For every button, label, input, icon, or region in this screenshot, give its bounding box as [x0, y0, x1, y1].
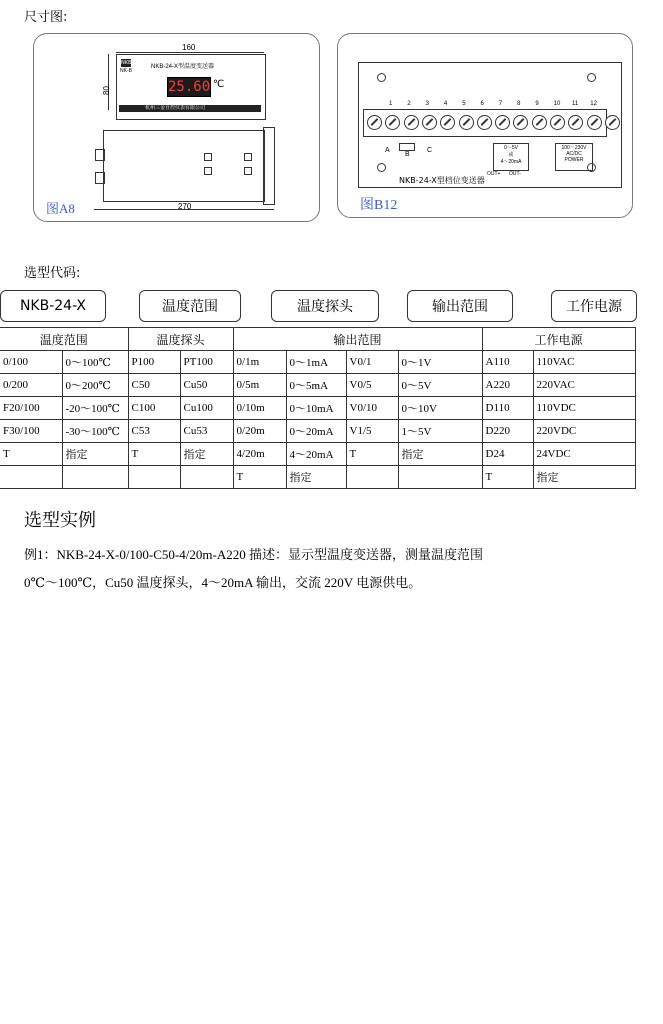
table-cell: 24VDC: [533, 443, 635, 466]
table-cell: 0～1mA: [286, 351, 346, 374]
table-cell: [398, 466, 482, 489]
sensor-symbol: [399, 143, 415, 151]
header-probe: 温度探头: [128, 328, 233, 351]
table-row: [0, 351, 635, 374]
table-cell: T: [128, 443, 180, 466]
terminal-screw-icon: [404, 115, 419, 130]
power-note-3: POWER: [564, 157, 584, 163]
table-cell: 0/200: [0, 374, 62, 397]
table-cell: 指定: [286, 466, 346, 489]
example-line-1: 例1：NKB-24-X-0/100-C50-4/20m-A220 描述：显示型温度变送器，测量温度范围: [24, 547, 483, 562]
table-cell: 0～10V: [398, 397, 482, 420]
table-cell: 220VDC: [533, 420, 635, 443]
label-a: A: [385, 147, 390, 154]
output-note-box: [493, 143, 529, 171]
example-line-2: 0℃～100℃，Cu50 温度探头，4～20mA 输出，交流 220V 电源供电。: [24, 575, 422, 590]
table-cell: 0/5m: [233, 374, 286, 397]
label-c: C: [427, 147, 433, 154]
table-cell: 指定: [533, 466, 635, 489]
terminal-number: 3: [425, 101, 429, 107]
header-temp-range: 温度范围: [0, 328, 128, 351]
code-box-temp-range: 温度范围: [139, 290, 241, 322]
out-minus-label: OUT-: [509, 171, 521, 177]
out-plus-label: OUT+: [487, 171, 501, 177]
table-cell: 4/20m: [233, 443, 286, 466]
table-cell: 0～1V: [398, 351, 482, 374]
rear-connector: [95, 172, 105, 184]
table-cell: C100: [128, 397, 180, 420]
table-cell: T: [0, 443, 62, 466]
table-cell: [0, 466, 62, 489]
figure-b-caption: 图B12: [360, 198, 398, 213]
output-note-2: 或: [508, 152, 514, 158]
terminal-number: 10: [553, 101, 561, 107]
code-box-output: 输出范围: [407, 290, 513, 322]
table-cell: V0/10: [346, 397, 398, 420]
terminal-board: [358, 62, 622, 188]
example-title: 选型实例: [24, 510, 96, 531]
table-row: [0, 443, 635, 466]
table-cell: -30～100℃: [62, 420, 128, 443]
table-cell: 0～5V: [398, 374, 482, 397]
table-cell: A220: [482, 374, 533, 397]
table-cell: C50: [128, 374, 180, 397]
table-cell: 0/1m: [233, 351, 286, 374]
device-side-view: [103, 130, 265, 202]
table-cell: 指定: [398, 443, 482, 466]
table-cell: 0/100: [0, 351, 62, 374]
temperature-display: 25.60: [168, 79, 211, 95]
table-cell: 0～200℃: [62, 374, 128, 397]
table-header-row: [0, 328, 635, 351]
terminal-screw-icon: [550, 115, 565, 130]
device-front-panel: [116, 54, 266, 120]
table-cell: V0/5: [346, 374, 398, 397]
table-cell: A110: [482, 351, 533, 374]
table-cell: 指定: [62, 443, 128, 466]
terminal-number: 7: [498, 101, 503, 107]
table-cell: 1～5V: [398, 420, 482, 443]
table-cell: 指定: [180, 443, 233, 466]
figure-a-panel: [33, 33, 320, 222]
power-note-1: 100～230V: [561, 145, 587, 151]
logo-icon: NKB: [121, 60, 132, 66]
table-cell: Cu53: [180, 420, 233, 443]
terminal-screw-icon: [367, 115, 382, 130]
logo-subtext: NK-B: [120, 68, 132, 74]
table-cell: 4～20mA: [286, 443, 346, 466]
table-row: [0, 466, 635, 489]
device-title: NKB-24-X型温度变送器: [151, 64, 215, 70]
display-unit: ℃: [213, 79, 225, 90]
code-box-probe: 温度探头: [271, 290, 379, 322]
terminal-screw-icon: [495, 115, 510, 130]
depth-dimension: 270: [178, 202, 192, 211]
code-box-power: 工作电源: [551, 290, 637, 322]
terminal-number: 1: [389, 101, 393, 107]
mount-hole: [244, 167, 252, 175]
table-cell: PT100: [180, 351, 233, 374]
mount-hole: [204, 167, 212, 175]
table-cell: T: [233, 466, 286, 489]
selection-table: [0, 327, 636, 489]
output-note-3: 4～20mA: [500, 159, 522, 165]
header-output: 输出范围: [233, 328, 482, 351]
selection-title: 选型代码:: [24, 266, 81, 281]
power-note-box: [555, 143, 593, 171]
table-cell: [128, 466, 180, 489]
board-title: NKB-24-X型档位变送器: [399, 176, 485, 185]
table-cell: P100: [128, 351, 180, 374]
table-cell: [180, 466, 233, 489]
table-cell: Cu100: [180, 397, 233, 420]
table-cell: F30/100: [0, 420, 62, 443]
table-cell: 0～100℃: [62, 351, 128, 374]
terminal-number: 2: [407, 101, 411, 107]
terminal-number: 4: [443, 101, 448, 107]
height-dimension-line: [108, 54, 109, 110]
table-cell: D110: [482, 397, 533, 420]
height-dimension: 80: [101, 86, 111, 95]
maker-strip: [119, 105, 261, 112]
table-row: [0, 374, 635, 397]
terminal-screw-icon: [385, 115, 400, 130]
table-cell: F20/100: [0, 397, 62, 420]
table-body: [0, 351, 635, 489]
width-dimension-line: [116, 52, 264, 53]
table-cell: 0～10mA: [286, 397, 346, 420]
table-cell: 0/10m: [233, 397, 286, 420]
terminal-screw-icon: [568, 115, 583, 130]
terminal-number: 12: [590, 101, 597, 107]
terminal-number: 8: [517, 101, 521, 107]
terminal-screw-icon: [605, 115, 620, 130]
label-b: B: [405, 151, 410, 158]
terminal-number: 5: [462, 101, 466, 107]
figure-b-panel: [337, 33, 633, 218]
table-cell: 110VAC: [533, 351, 635, 374]
table-cell: 220VAC: [533, 374, 635, 397]
terminal-screw-icon: [513, 115, 528, 130]
terminal-number: 9: [535, 101, 539, 107]
table-cell: 0～20mA: [286, 420, 346, 443]
code-box-model: NKB-24-X: [0, 290, 106, 322]
front-bezel: [263, 127, 275, 205]
table-cell: V0/1: [346, 351, 398, 374]
table-cell: D24: [482, 443, 533, 466]
output-note-1: 0～5V: [504, 145, 518, 151]
mount-hole: [204, 153, 212, 161]
terminal-screw-icon: [477, 115, 492, 130]
terminal-number: 6: [480, 101, 484, 107]
table-cell: [62, 466, 128, 489]
power-note-2: AC/DC: [566, 151, 582, 157]
table-cell: C53: [128, 420, 180, 443]
terminal-number: 11: [572, 101, 579, 107]
figure-a-caption: 图A8: [46, 201, 75, 216]
terminal-screw-icon: [587, 115, 602, 130]
table-cell: 0～5mA: [286, 374, 346, 397]
table-cell: T: [482, 466, 533, 489]
size-title: 尺寸图:: [24, 10, 68, 25]
table-cell: 0/20m: [233, 420, 286, 443]
table-cell: [346, 466, 398, 489]
table-cell: Cu50: [180, 374, 233, 397]
terminal-screw-icon: [459, 115, 474, 130]
header-power: 工作电源: [482, 328, 635, 351]
rear-connector: [95, 149, 105, 161]
terminal-screw-icon: [532, 115, 547, 130]
table-cell: T: [346, 443, 398, 466]
table-row: [0, 397, 635, 420]
terminal-screw-icon: [440, 115, 455, 130]
table-cell: D220: [482, 420, 533, 443]
terminal-screw-icon: [422, 115, 437, 130]
maker-name: 杭州三金自控仪表有限公司: [145, 105, 206, 111]
mount-hole: [244, 153, 252, 161]
table-cell: V1/5: [346, 420, 398, 443]
table-row: [0, 420, 635, 443]
width-dimension: 160: [182, 43, 196, 52]
table-cell: -20～100℃: [62, 397, 128, 420]
table-cell: 110VDC: [533, 397, 635, 420]
